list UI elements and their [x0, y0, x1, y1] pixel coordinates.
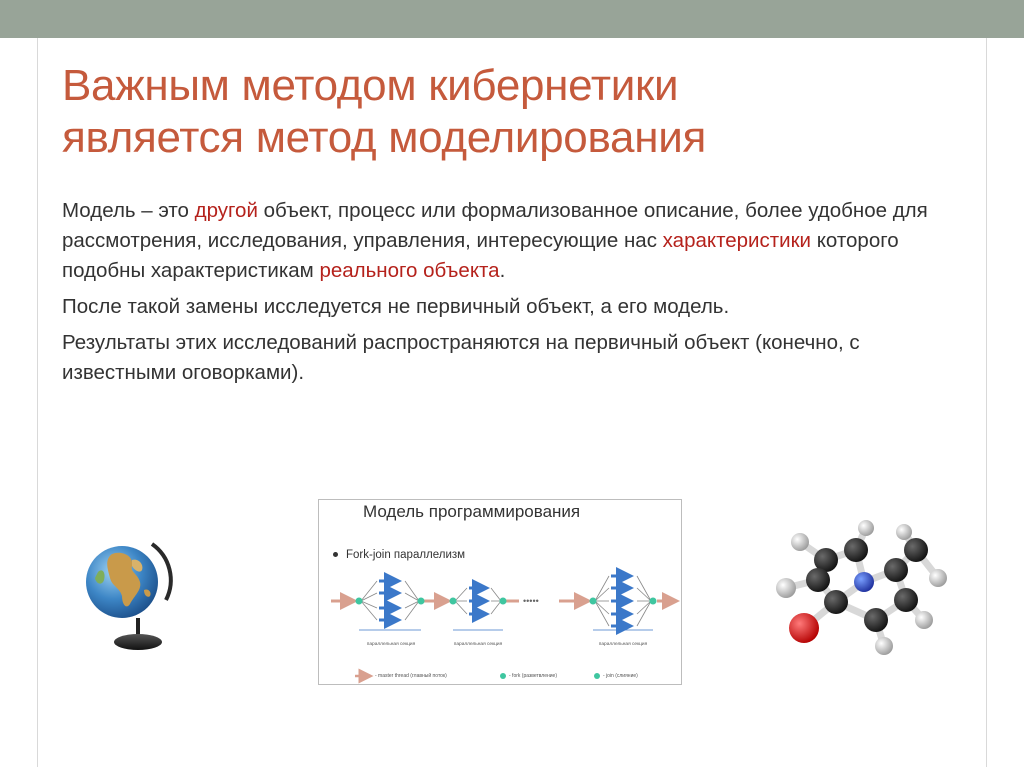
text-span: объект, процесс или формализованное описание, более удобное для рассмотрения, исследования, управления, интересующие нас: [62, 199, 928, 252]
highlight-real-object: реального объекта: [319, 259, 500, 282]
fork-join-graphic: [319, 500, 683, 686]
text-span: которого подобны характеристикам: [62, 229, 899, 282]
programming-model-diagram: [318, 499, 682, 685]
title-line-2: является метод моделирования: [62, 113, 707, 162]
parallel-section-1: [356, 581, 425, 630]
title-line-1: Важным методом кибернетики: [62, 61, 679, 110]
section-label-2: параллельная секция: [453, 642, 503, 647]
paragraph-results: Результаты этих исследований распространяются на первичный объект (конечно, с известными оговорками).: [62, 331, 860, 384]
molecule-image: [756, 520, 952, 668]
section-label-3: параллельная секция: [598, 642, 648, 647]
legend-master: - master thread (главный поток): [375, 673, 447, 679]
legend-fork: - fork (разветвление): [509, 673, 557, 679]
bullet-text: Fork-join параллелизм: [346, 549, 466, 561]
text-span: .: [499, 259, 506, 282]
highlight-other: другой: [194, 199, 258, 222]
slide-body: [62, 196, 942, 394]
highlight-characteristics: характеристики: [662, 229, 812, 252]
paragraph-replacement: После такой замены исследуется не первичный объект, а его модель.: [62, 295, 730, 318]
slide-title: [62, 60, 962, 164]
section-label-1: параллельная секция: [366, 642, 416, 647]
parallel-section-3: [590, 576, 657, 630]
legend-join: - join (слияние): [603, 673, 638, 679]
top-bar: [0, 0, 1024, 38]
diagram-title: Модель программирования: [363, 502, 581, 521]
text-span: Модель – это: [62, 199, 195, 222]
paragraph-definition: [62, 196, 942, 286]
parallel-section-2: [450, 588, 507, 630]
svg-text:•••••: •••••: [523, 596, 539, 606]
globe-image: [82, 538, 177, 656]
